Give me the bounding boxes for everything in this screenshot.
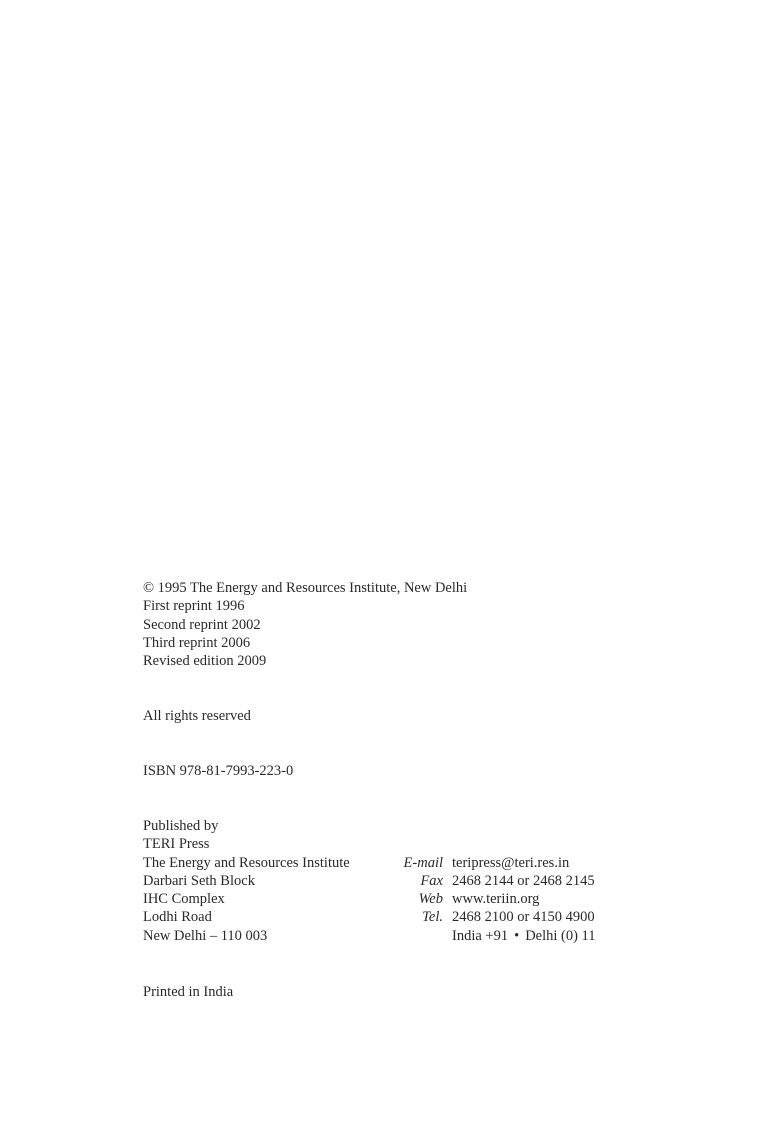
empty-label — [380, 927, 452, 945]
contact-row-tel — [143, 908, 623, 926]
publisher-block — [143, 817, 623, 945]
third-reprint-line: Third reprint 2006 — [143, 634, 251, 651]
contact-row-dial-codes — [143, 927, 623, 945]
email-value: teripress@teri.res.in — [452, 854, 570, 871]
address-line: Darbari Seth Block — [143, 872, 255, 889]
bullet-separator: • — [514, 927, 520, 944]
revised-edition-line: Revised edition 2009 — [143, 653, 267, 670]
tel-label: Tel. — [422, 909, 443, 926]
first-reprint-line: First reprint 1996 — [143, 598, 245, 615]
web-label: Web — [418, 891, 443, 908]
country-code: India +91 — [452, 927, 509, 944]
fax-value: 2468 2144 or 2468 2145 — [452, 872, 595, 889]
published-by-label: Published by — [143, 818, 219, 834]
rights-notice — [143, 707, 251, 725]
address-line: The Energy and Resources Institute — [143, 854, 350, 871]
tel-value: 2468 2100 or 4150 4900 — [452, 909, 595, 926]
isbn-block — [143, 762, 293, 780]
second-reprint-line: Second reprint 2002 — [143, 616, 261, 633]
dial-codes-value — [452, 927, 596, 945]
press-name: TERI Press — [143, 836, 210, 853]
copyright-line: © 1995 The Energy and Resources Institute, New Delhi — [143, 580, 468, 596]
web-value: www.teriin.org — [452, 891, 540, 908]
fax-label: Fax — [420, 872, 443, 889]
contact-row-fax — [143, 872, 623, 890]
isbn-text: ISBN 978-81-7993-223-0 — [143, 763, 294, 779]
contact-row-web — [143, 890, 623, 908]
contact-row-email — [143, 854, 623, 872]
rights-text: All rights reserved — [143, 708, 251, 724]
email-label: E-mail — [403, 854, 443, 871]
address-line: New Delhi – 110 003 — [143, 927, 268, 944]
city-code: Delhi (0) 11 — [525, 927, 596, 944]
printed-in-text: Printed in India — [143, 984, 234, 1000]
printed-in-block — [143, 983, 233, 1001]
address-line: IHC Complex — [143, 891, 225, 908]
address-line: Lodhi Road — [143, 909, 212, 926]
publication-history — [143, 579, 467, 670]
